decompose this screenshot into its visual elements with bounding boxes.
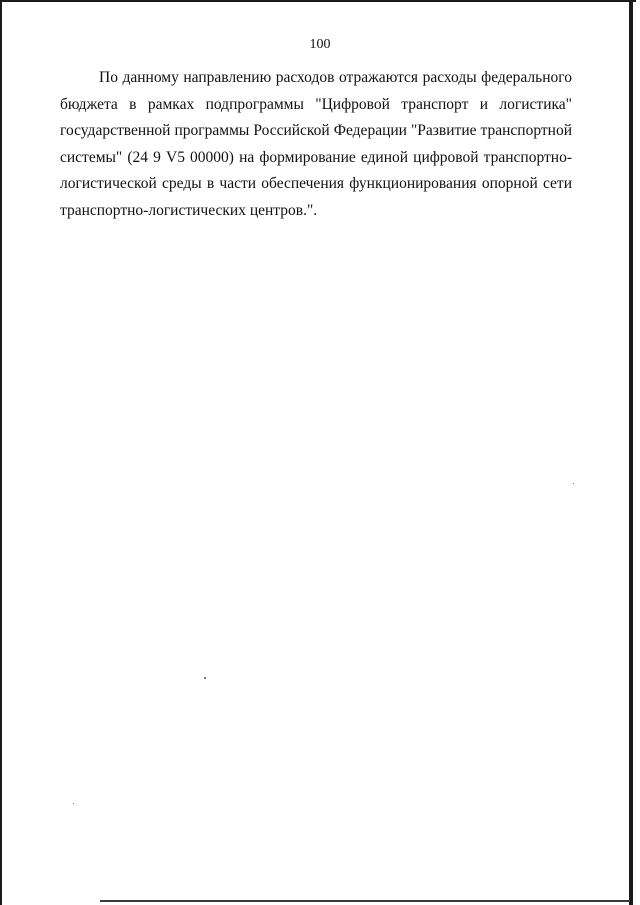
body-paragraph: По данному направлению расходов отражаются расходы федерального бюджета в рамках подпрограммы "Цифровой транспорт и логистика" государственной программы Российской Федерации "Развитие транспортной системы" (24 9 V5 00000) на формирование единой цифровой транспортно-логистической среды в части обеспечения функционирования опорной сети транспортно-логистических центров.". xyxy=(60,69,572,219)
scan-border-top xyxy=(0,0,636,2)
scan-speck xyxy=(73,803,74,804)
scan-speck xyxy=(573,483,574,484)
scan-border-bottom xyxy=(100,900,630,902)
scan-border-right xyxy=(629,0,633,905)
scan-speck xyxy=(204,677,206,679)
page-number: 100 xyxy=(309,37,331,52)
scan-border-left xyxy=(0,0,2,905)
